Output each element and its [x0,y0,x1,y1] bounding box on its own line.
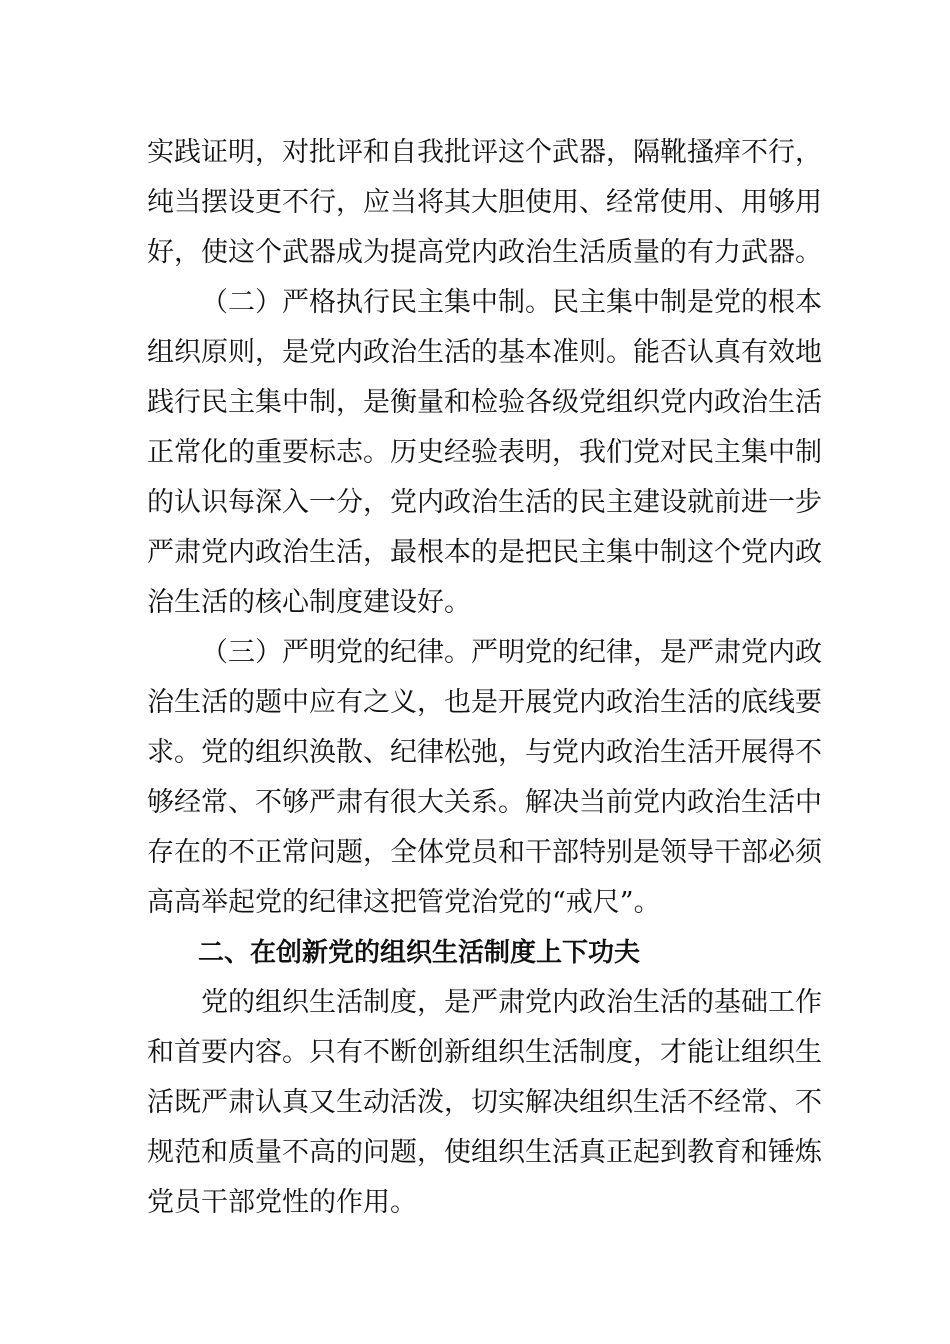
paragraph-line: 够经常、不够严肃有很大关系。解决当前党内政治生活中 [147,787,822,818]
paragraph-line: （三）严明党的纪律。严明党的纪律，是严肃党内政 [201,637,822,668]
paragraph-line: 好，使这个武器成为提高党内政治生活质量的有力武器。 [147,237,822,268]
paragraph-line: 党的组织生活制度，是严肃党内政治生活的基础工作 [201,987,822,1018]
paragraph-line: 的认识每深入一分，党内政治生活的民主建设就前进一步 [147,487,822,518]
paragraph-line: （二）严格执行民主集中制。民主集中制是党的根本 [201,287,822,318]
paragraph-line: 高高举起党的纪律这把管党治党的“戒尺”。 [147,887,661,918]
paragraph-line: 正常化的重要标志。历史经验表明，我们党对民主集中制 [147,437,822,468]
section-heading: 二、在创新党的组织生活制度上下功夫 [198,938,641,968]
paragraph-line: 治生活的题中应有之义，也是开展党内政治生活的底线要 [147,687,822,718]
paragraph-line: 和首要内容。只有不断创新组织生活制度，才能让组织生 [147,1037,822,1068]
paragraph-line: 纯当摆设更不行，应当将其大胆使用、经常使用、用够用 [147,187,822,218]
paragraph-line: 治生活的核心制度建设好。 [147,587,471,618]
paragraph-line: 活既严肃认真又生动活泼，切实解决组织生活不经常、不 [147,1087,822,1118]
paragraph-line: 实践证明，对批评和自我批评这个武器，隔靴搔痒不行， [147,137,822,168]
paragraph-line: 存在的不正常问题，全体党员和干部特别是领导干部必须 [147,837,822,868]
paragraph-line: 践行民主集中制，是衡量和检验各级党组织党内政治生活 [147,387,822,418]
paragraph-line: 严肃党内政治生活，最根本的是把民主集中制这个党内政 [147,537,822,568]
paragraph-line: 求。党的组织涣散、纪律松弛，与党内政治生活开展得不 [147,737,822,768]
paragraph-line: 组织原则，是党内政治生活的基本准则。能否认真有效地 [147,337,822,368]
paragraph-line: 党员干部党性的作用。 [147,1187,417,1218]
paragraph-line: 规范和质量不高的问题，使组织生活真正起到教育和锤炼 [147,1137,822,1168]
